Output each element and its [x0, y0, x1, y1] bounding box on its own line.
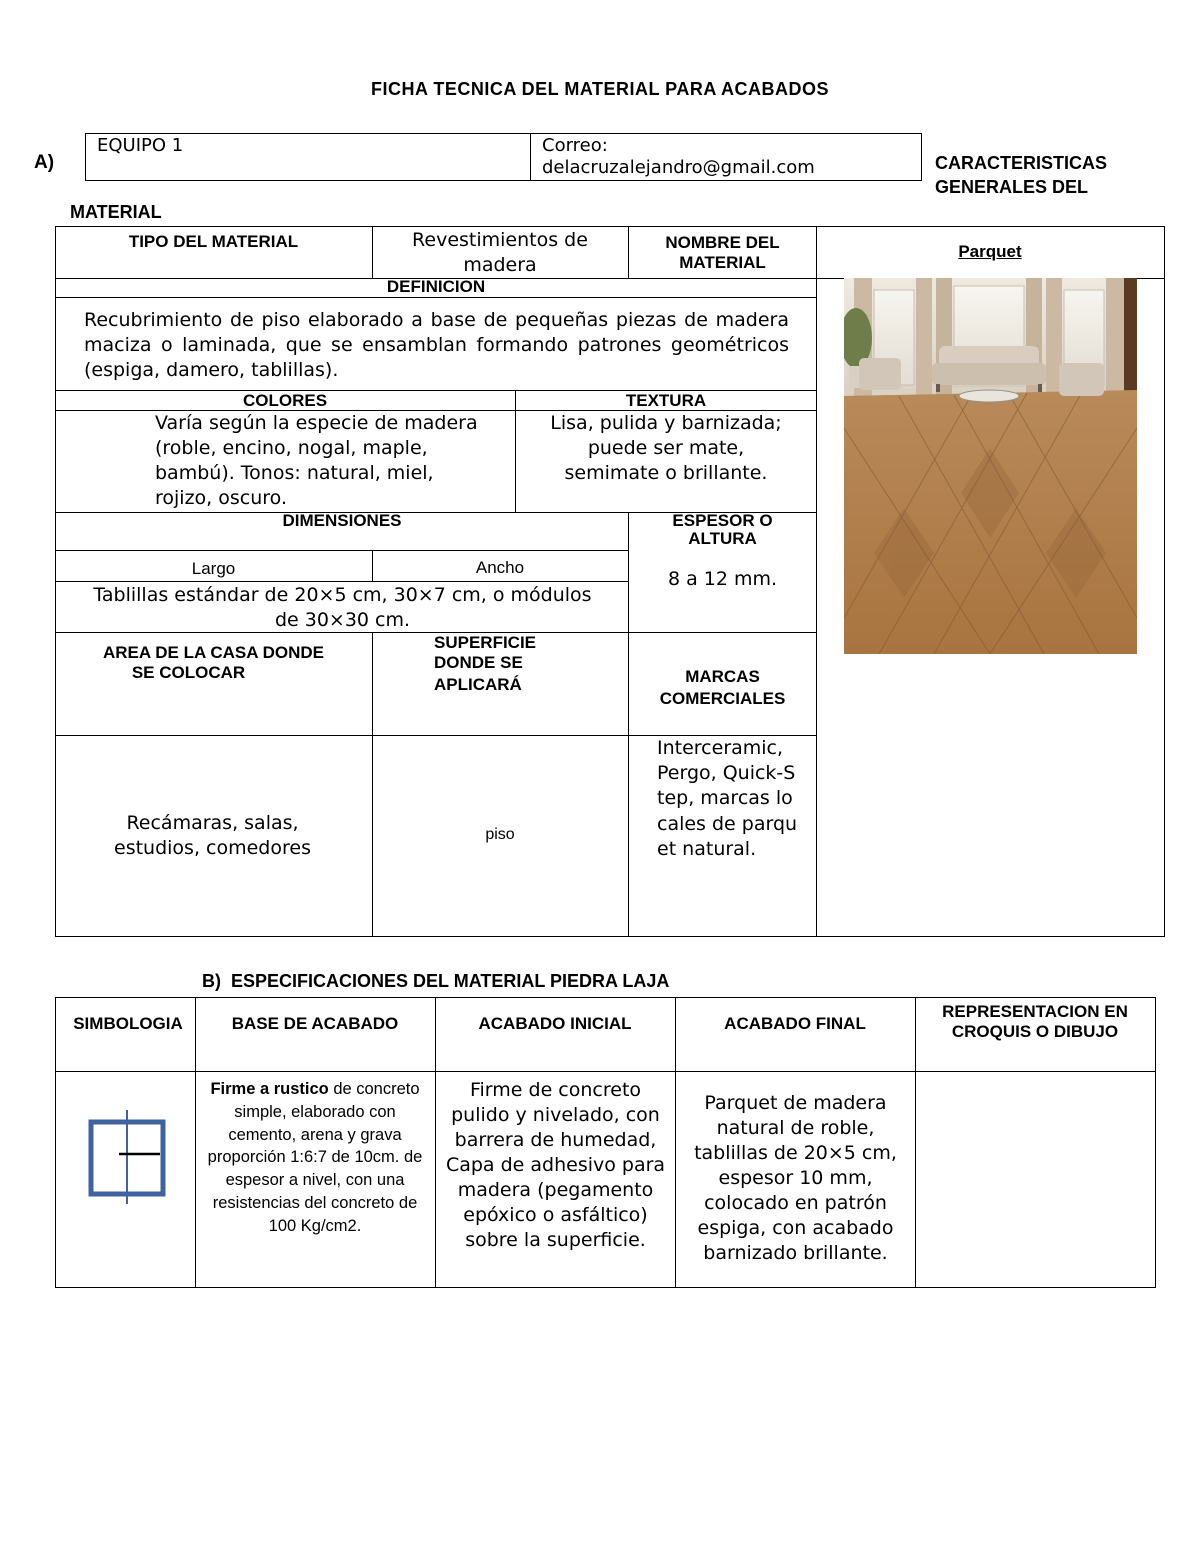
tipo-material-label: TIPO DEL MATERIAL [128, 232, 299, 251]
definicion-label: DEFINICION [386, 277, 486, 296]
col-acabado-inicial: ACABADO INICIAL [478, 1014, 632, 1033]
area-value: Recámaras, salas, estudios, comedores [114, 812, 311, 859]
nombre-material-label-1: NOMBRE DEL [665, 233, 780, 252]
acabado-inicial-text: Firme de concreto pulido y nivelado, con barrera de humedad, Capa de adhesivo para madera (pegamento epóxico o asfáltico) sobre la superficie. [445, 1079, 666, 1251]
acabado-final-text: Parquet de madera natural de roble, tablillas de 20×5 cm, espesor 10 mm, colocado en patrón espiga, con acabado barnizado brillante. [694, 1092, 897, 1264]
tipo-material-value: Revestimientos de madera [412, 229, 588, 276]
base-acabado-bold: Firme a rustico [210, 1080, 329, 1098]
marcas-label-2: COMERCIALES [659, 689, 786, 708]
textura-label: TEXTURA [625, 391, 707, 410]
marcas-value: Interceramic, Pergo, Quick-Step, marcas locales de parquet natural. [657, 737, 798, 860]
superficie-value: piso [485, 826, 515, 843]
colores-label: COLORES [242, 391, 328, 410]
marcas-label-1: MARCAS [685, 667, 760, 686]
nombre-material-label-2: MATERIAL [679, 253, 766, 272]
textura-text: Lisa, pulida y barnizada; puede ser mate, semimate o brillante. [550, 412, 782, 484]
nombre-material-value: Parquet [958, 242, 1022, 261]
col-acabado-final: ACABADO FINAL [724, 1014, 866, 1033]
superficie-label-2: DONDE SE [434, 653, 523, 672]
col-representacion: REPRESENTACION EN CROQUIS O DIBUJO [942, 1002, 1128, 1041]
area-label-1: AREA DE LA CASA DONDE [102, 643, 324, 662]
espesor-label-2: ALTURA [688, 529, 757, 548]
section-a-heading-2: GENERALES DEL [935, 177, 1089, 197]
email-value: delacruzalejandro@gmail.com [542, 157, 815, 178]
col-base-acabado: BASE DE ACABADO [231, 1014, 399, 1033]
col-simbologia: SIMBOLOGIA [73, 1014, 183, 1033]
dimensiones-label: DIMENSIONES [282, 511, 402, 530]
espesor-label-1: ESPESOR O [672, 511, 773, 530]
ancho-label: Ancho [475, 558, 525, 577]
colores-text: Varía según la especie de madera (roble, encino, nogal, maple, bambú). Tonos: natural, miel, rojizo, oscuro. [155, 412, 478, 509]
largo-label: Largo [191, 559, 236, 578]
base-acabado-text [200, 1078, 430, 1238]
section-b-heading: B) ESPECIFICACIONES DEL MATERIAL PIEDRA LAJA [202, 971, 670, 991]
definicion-text: Recubrimiento de piso elaborado a base de pequeñas piezas de madera maciza o laminada, que se ensamblan formando patrones geométricos (espiga, damero, tablillas). [84, 309, 789, 381]
dimensiones-text: Tablillas estándar de 20×5 cm, 30×7 cm, o módulos de 30×30 cm. [93, 584, 592, 631]
section-a-heading-1: CARACTERISTICAS [935, 153, 1108, 173]
superficie-label-1: SUPERFICIE [434, 633, 537, 652]
floor-symbol-icon [86, 1110, 168, 1204]
email-label: Correo: [542, 135, 608, 156]
base-acabado-rest: de concreto simple, elaborado con cemento, arena y grava proporción 1:6:7 de 10cm. de espesor a nivel, con una resistencias del concreto de 100 Kg/cm2. [207, 1080, 423, 1235]
page-title: FICHA TECNICA DEL MATERIAL PARA ACABADOS [371, 79, 829, 99]
superficie-label-3: APLICARÁ [434, 675, 522, 694]
team-name: EQUIPO 1 [97, 135, 184, 156]
section-a-label: A) [34, 152, 55, 173]
area-label-2: SE COLOCAR [131, 663, 246, 682]
section-a-heading-3: MATERIAL [70, 202, 162, 222]
espesor-value: 8 a 12 mm. [667, 568, 778, 590]
parquet-room-image [844, 278, 1137, 654]
